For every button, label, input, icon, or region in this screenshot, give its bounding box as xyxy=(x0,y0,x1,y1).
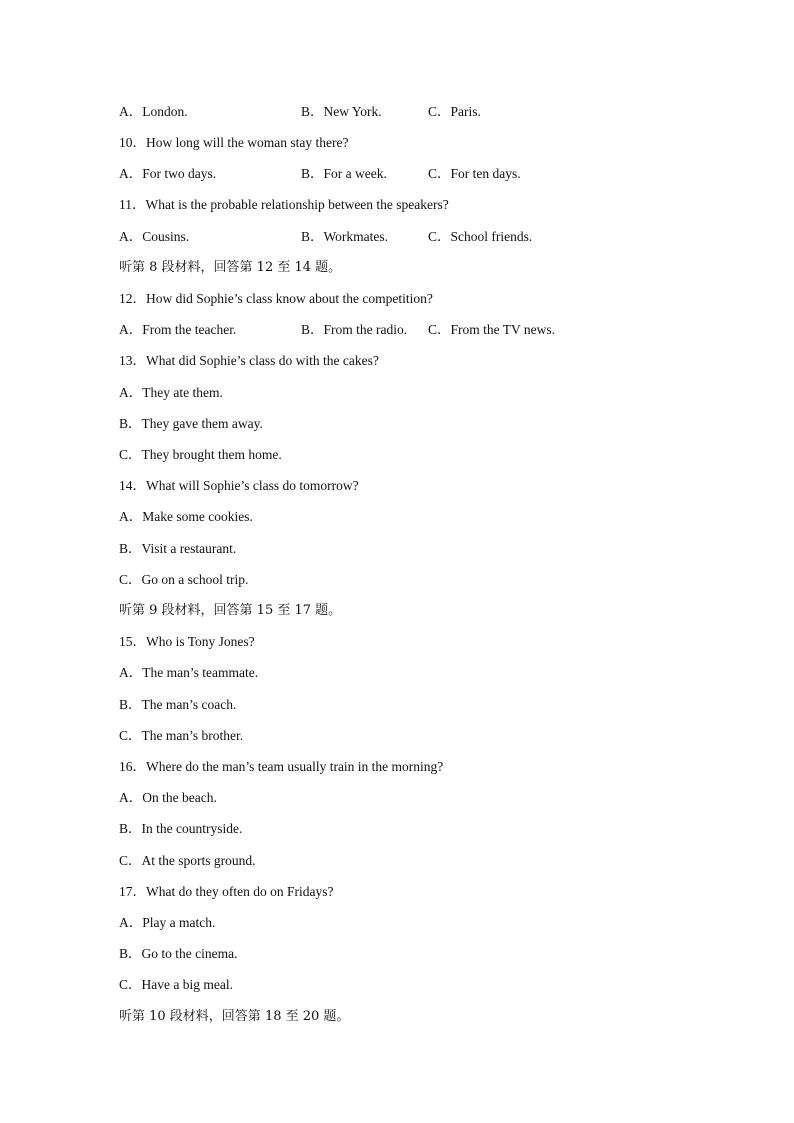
option-b: B．Go to the cinema. xyxy=(119,946,238,961)
option-c: C．School friends. xyxy=(428,229,533,244)
option-a: A．Cousins. xyxy=(119,229,190,244)
question-13: 13．What did Sophie’s class do with the cakes? xyxy=(119,353,379,368)
option-b: B．From the radio. xyxy=(301,322,408,337)
option-c: C．At the sports ground. xyxy=(119,853,256,868)
option-a: A．The man’s teammate. xyxy=(119,665,259,680)
option-c: C．Go on a school trip. xyxy=(119,572,249,587)
option-a: A．On the beach. xyxy=(119,790,217,805)
option-c: C．From the TV news. xyxy=(428,322,556,337)
question-16: 16．Where do the man’s team usually train in the morning? xyxy=(119,759,444,774)
option-a: A．Make some cookies. xyxy=(119,509,253,524)
option-c: C．Paris. xyxy=(428,104,481,119)
option-b: B．The man’s coach. xyxy=(119,697,237,712)
option-a: A．London. xyxy=(119,104,188,119)
question-12: 12．How did Sophie’s class know about the competition? xyxy=(119,291,433,306)
option-a: A．For two days. xyxy=(119,166,217,181)
option-a: A．They ate them. xyxy=(119,385,223,400)
question-17: 17．What do they often do on Fridays? xyxy=(119,884,334,899)
question-10: 10．How long will the woman stay there? xyxy=(119,135,349,150)
question-14: 14．What will Sophie’s class do tomorrow? xyxy=(119,478,359,493)
option-c: C．They brought them home. xyxy=(119,447,282,462)
section-heading-9: 听第 9 段材料，回答第 15 至 17 题。 xyxy=(119,603,342,618)
option-a: A．From the teacher. xyxy=(119,322,237,337)
question-15: 15．Who is Tony Jones? xyxy=(119,634,255,649)
option-a: A．Play a match. xyxy=(119,915,216,930)
section-heading-8: 听第 8 段材料，回答第 12 至 14 题。 xyxy=(119,260,342,275)
option-b: B．They gave them away. xyxy=(119,416,263,431)
option-b: B．In the countryside. xyxy=(119,821,243,836)
option-c: C．For ten days. xyxy=(428,166,521,181)
option-b: B．Visit a restaurant. xyxy=(119,541,237,556)
question-11: 11．What is the probable relationship between the speakers? xyxy=(119,197,449,212)
option-c: C．The man’s brother. xyxy=(119,728,244,743)
option-b: B．For a week. xyxy=(301,166,387,181)
section-heading-10: 听第 10 段材料，回答第 18 至 20 题。 xyxy=(119,1009,350,1024)
option-b: B．New York. xyxy=(301,104,382,119)
option-b: B．Workmates. xyxy=(301,229,389,244)
option-c: C．Have a big meal. xyxy=(119,977,233,992)
